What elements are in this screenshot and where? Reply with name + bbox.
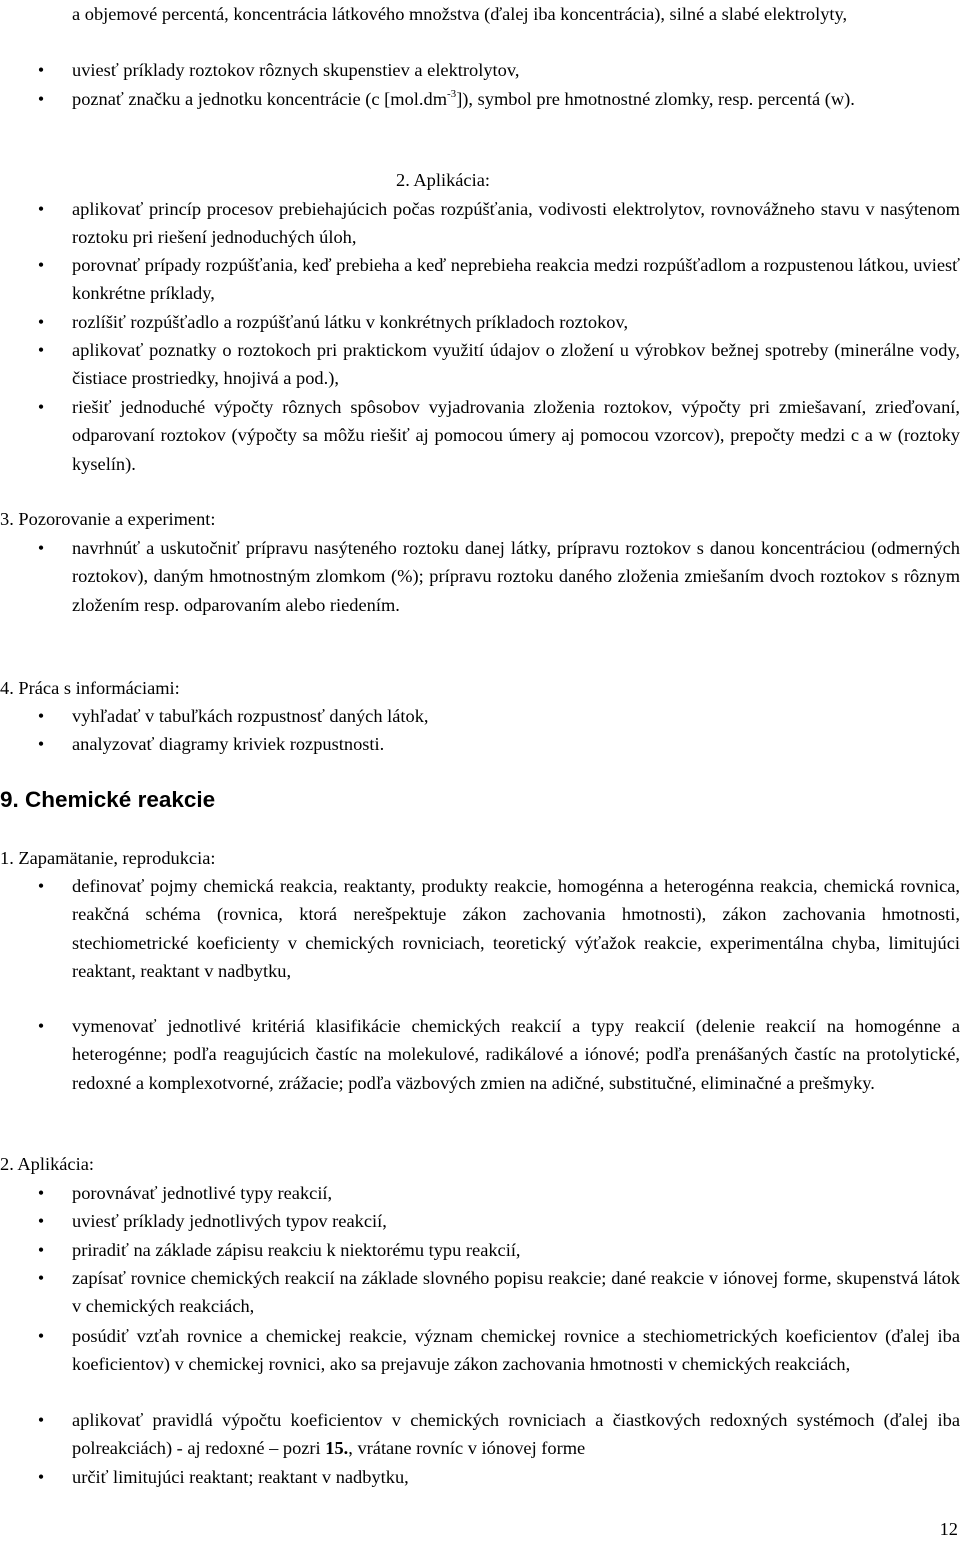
bullet-icon: •	[37, 89, 45, 109]
section-heading: 2. Aplikácia:	[0, 1154, 94, 1174]
list-item: riešiť jednoduché výpočty rôznych spôsobov vyjadrovania zloženia roztokov, výpočty pri zmiešavaní, zrieďovaní, odparovaní roztokov (výpočty sa môžu riešiť aj pomocou úmery aj pomocou vzorcov), prepočty medzi c a w (roztoky kyselín).	[72, 397, 960, 474]
list-item: vyhľadať v tabuľkách rozpustnosť daných látok,	[72, 706, 429, 726]
bullet-icon: •	[37, 1268, 45, 1288]
list-item: uviesť príklady jednotlivých typov reakcií,	[72, 1211, 387, 1231]
list-item: analyzovať diagramy kriviek rozpustnosti.	[72, 734, 385, 754]
list-item: uviesť príklady roztokov rôznych skupenstiev a elektrolytov,	[72, 60, 520, 80]
bullet-icon: •	[37, 1183, 45, 1203]
bullet-icon: •	[37, 199, 45, 219]
bullet-icon: •	[37, 538, 45, 558]
section-heading: 2. Aplikácia:	[396, 170, 490, 190]
bullet-icon: •	[37, 397, 45, 417]
list-item: aplikovať princíp procesov prebiehajúcich počas rozpúšťania, vodivosti elektrolytov, rovnovážneho stavu v nasýtenom roztoku pri riešení jednoduchých úloh,	[72, 199, 960, 248]
bullet-icon: •	[37, 706, 45, 726]
bullet-icon: •	[37, 1016, 45, 1036]
list-item: definovať pojmy chemická reakcia, reaktanty, produkty reakcie, homogénna a heterogénna reakcia, chemická rovnica, reakčná schéma (rovnica, ktorá nerešpektuje zákon zachovania hmotnosti), zákon zachovania hmotnosti, stechiometrické koeficienty v chemických rovniciach, teoretický výťažok reakcie, experimentálna chyba, limitujúci reaktant, reaktant v nadbytku,	[72, 876, 960, 981]
bullet-icon: •	[37, 60, 45, 80]
list-item: poznať značku a jednotku koncentrácie (c $[mol.dm^{-3}]$), symbol pre hmotnostné zlomky, resp. percentá (w).	[72, 88, 855, 109]
section-heading: 4. Práca s informáciami:	[0, 678, 180, 698]
list-item: porovnať prípady rozpúšťania, keď prebieha a keď neprebieha reakcia medzi rozpúšťadlom a rozpustenou látkou, uviesť konkrétne príklady,	[72, 255, 960, 304]
list-item: vymenovať jednotlivé kritériá klasifikácie chemických reakcií a typy reakcií (delenie reakcií na homogénne a heterogénne; podľa reagujúcich častíc na molekulové, radikálové a iónové; podľa prenášaných častíc na protolytické, redoxné a komplexotvorné, zrážacie; podľa väzbových zmien na adičné, substitučné, eliminačné a prešmyky.	[72, 1016, 960, 1093]
section-heading: 1. Zapamätanie, reprodukcia:	[0, 848, 216, 868]
bullet-icon: •	[37, 312, 45, 332]
bullet-icon: •	[37, 340, 45, 360]
list-item: aplikovať pravidlá výpočtu koeficientov v chemických rovniciach a čiastkových redoxných systémoch (ďalej iba polreakciách) - aj redoxné – pozri 15., vrátane rovníc v iónovej forme	[72, 1410, 960, 1459]
bullet-icon: •	[37, 1467, 45, 1487]
list-item: a objemové percentá, koncentrácia látkového množstva (ďalej iba koncentrácia), silné a slabé elektrolyty,	[72, 4, 848, 24]
bullet-icon: •	[37, 1326, 45, 1346]
list-item: porovnávať jednotlivé typy reakcií,	[72, 1183, 333, 1203]
list-item: priradiť na základe zápisu reakciu k niektorému typu reakcií,	[72, 1240, 521, 1260]
list-item: aplikovať poznatky o roztokoch pri praktickom využití údajov o zložení u výrobkov bežnej spotreby (minerálne vody, čistiace prostriedky, hnojivá a pod.),	[72, 340, 960, 389]
section-heading: 3. Pozorovanie a experiment:	[0, 509, 216, 529]
bullet-icon: •	[37, 876, 45, 896]
bullet-icon: •	[37, 255, 45, 275]
list-item: navrhnúť a uskutočniť prípravu nasýteného roztoku danej látky, prípravu roztokov s danou koncentráciou (odmerných roztokov), daným hmotnostným zlomkom (%); prípravu roztoku daného zloženia zmiešaním dvoch roztokov s rôznym zložením resp. odparovaním alebo riedením.	[72, 538, 960, 615]
page-number: 12	[939, 1519, 958, 1539]
bullet-icon: •	[37, 1211, 45, 1231]
bullet-icon: •	[37, 734, 45, 754]
bullet-icon: •	[37, 1410, 45, 1430]
chapter-title: 9. Chemické reakcie	[0, 787, 216, 812]
bullet-icon: •	[37, 1240, 45, 1260]
list-item: zapísať rovnice chemických reakcií na základe slovného popisu reakcie; dané reakcie v iónovej forme, skupenstvá látok v chemických reakciách,	[72, 1268, 960, 1317]
list-item: rozlíšiť rozpúšťadlo a rozpúšťanú látku v konkrétnych príkladoch roztokov,	[72, 312, 629, 332]
list-item: určiť limitujúci reaktant; reaktant v nadbytku,	[72, 1467, 409, 1487]
list-item: posúdiť vzťah rovnice a chemickej reakcie, význam chemickej rovnice a stechiometrických koeficientov (ďalej iba koeficientov) v chemickej rovnici, ako sa prejavuje zákon zachovania hmotnosti v chemických reakciách,	[72, 1326, 960, 1375]
